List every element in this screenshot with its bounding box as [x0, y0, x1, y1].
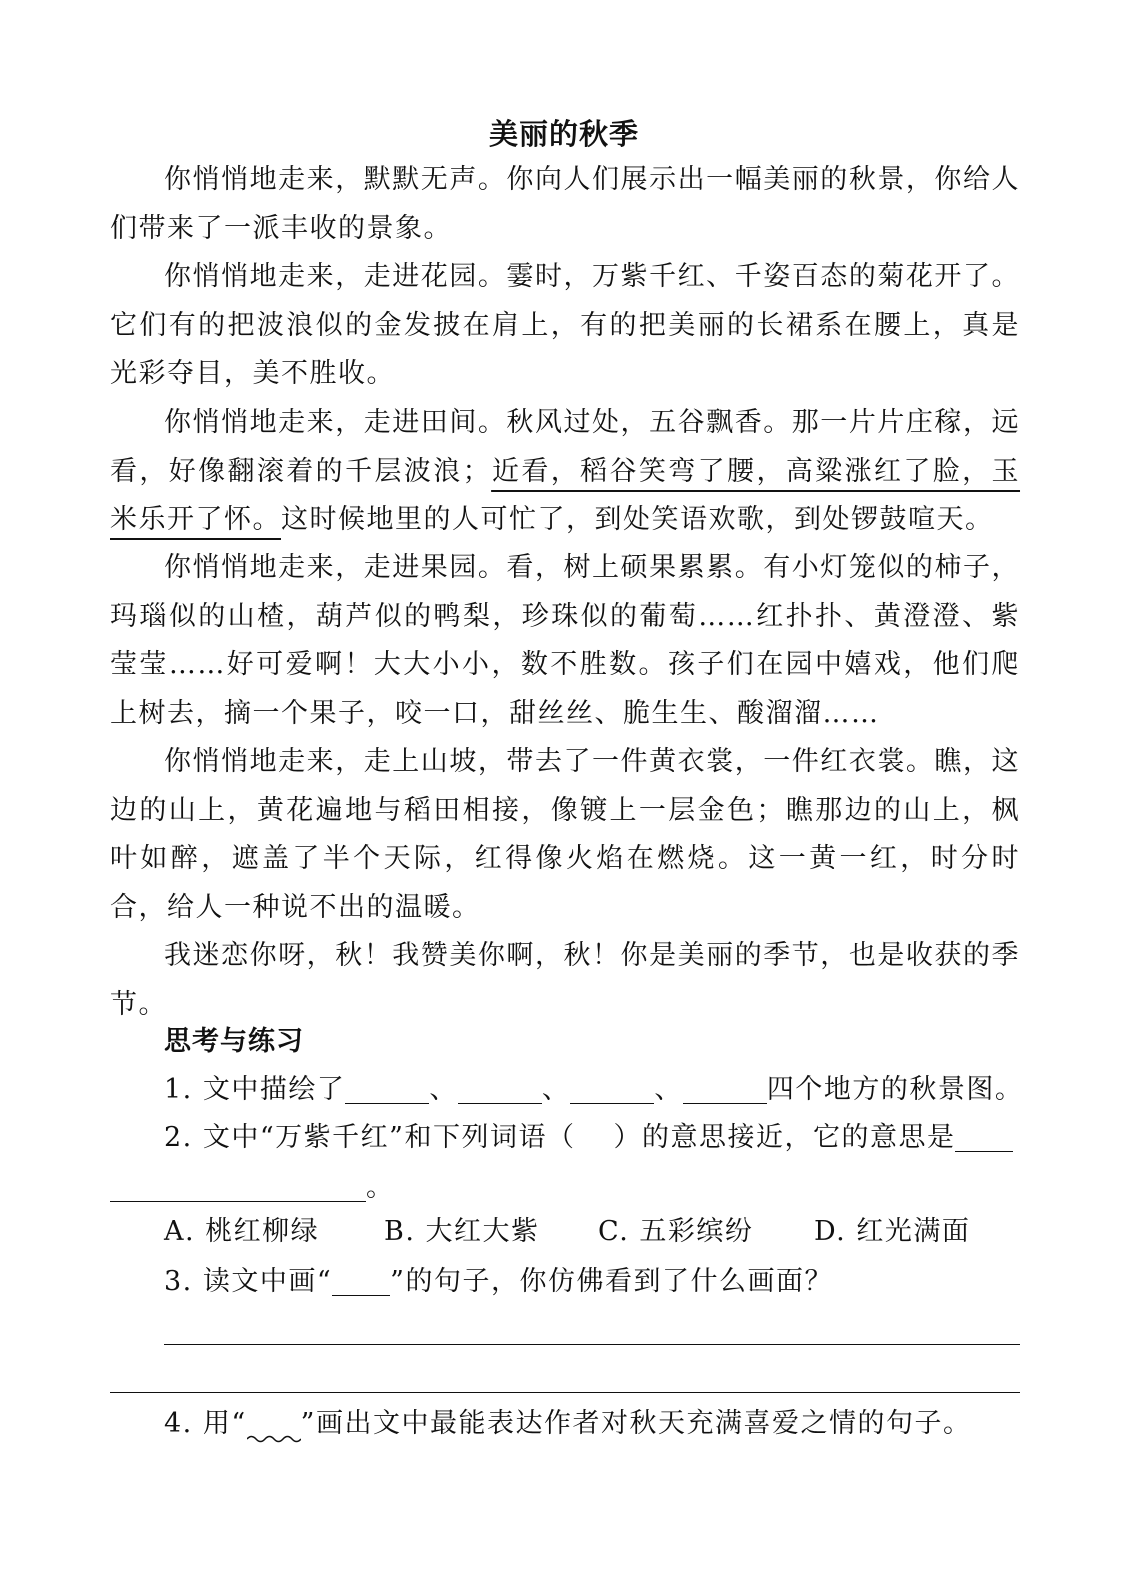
option-c-label: C.	[598, 1216, 630, 1247]
option-a-text: 桃红柳绿	[205, 1216, 320, 1247]
article-title: 美丽的秋季	[488, 117, 639, 151]
answer-line-2[interactable]	[110, 1392, 1020, 1393]
question-1-lead: 文中描绘了	[202, 1074, 346, 1105]
question-1	[164, 1068, 1023, 1112]
separator: 、	[429, 1074, 458, 1105]
option-c[interactable]	[598, 1210, 753, 1254]
option-c-text: 五彩缤纷	[639, 1216, 754, 1247]
separator: 、	[541, 1074, 571, 1105]
question-4-tail: ”画出文中最能表达作者对秋天充满喜爱之情的句子。	[300, 1408, 972, 1439]
option-a-label: A.	[164, 1216, 196, 1247]
question-4	[164, 1402, 971, 1446]
option-b[interactable]	[384, 1210, 540, 1254]
answer-blank-4[interactable]	[683, 1073, 767, 1104]
paragraph-3-start: 你悄悄地走来，走进田间。秋风过处，五谷飘香。那一片片庄稼，远看，好像翻滚着的千层波浪；	[110, 407, 1020, 487]
underlined-sentence: 近看，稻谷笑弯了腰，高粱涨红了脸，玉米乐开了怀。	[110, 455, 1021, 535]
answer-blank-2[interactable]	[458, 1073, 542, 1104]
question-3-number: 3.	[164, 1266, 193, 1297]
exercise-heading: 思考与练习	[164, 1026, 304, 1057]
option-a[interactable]	[164, 1210, 319, 1254]
straight-line-symbol	[332, 1265, 390, 1296]
question-3	[164, 1260, 833, 1304]
paragraph-5: 你悄悄地走来，走上山坡，带去了一件黄衣裳，一件红衣裳。瞧，这边的山上，黄花遍地与稻田相接，像镀上一层金色；瞧那边的山上，枫叶如醉，遮盖了半个天际，红得像火焰在燃烧。这一黄一红，时分时合，给人一种说不出的温暖。	[110, 746, 1020, 923]
wavy-line-symbol	[247, 1406, 301, 1438]
question-2	[164, 1116, 1013, 1160]
question-3-lead: 读文中画“	[202, 1266, 333, 1297]
question-4-lead: 用“	[202, 1408, 247, 1439]
paragraph-6: 我迷恋你呀，秋！我赞美你啊，秋！你是美丽的季节，也是收获的季节。	[110, 940, 1020, 1020]
question-2-lead: 文中“万紫千红”和下列词语（	[202, 1122, 576, 1153]
question-1-tail: 四个地方的秋景图。	[766, 1074, 1024, 1105]
option-b-text: 大红大紫	[425, 1216, 540, 1247]
option-d-text: 红光满面	[856, 1216, 971, 1247]
paragraph-4: 你悄悄地走来，走进果园。看，树上硕果累累。有小灯笼似的柿子，玛瑙似的山楂，葫芦似的鸭梨，珍珠似的葡萄……红扑扑、黄澄澄、紫莹莹……好可爱啊！大大小小，数不胜数。孩子们在园中嬉戏，他们爬上树去，摘一个果子，咬一口，甜丝丝、脆生生、酸溜溜……	[110, 552, 1020, 729]
paragraph-3-end: 这时候地里的人可忙了，到处笑语欢歌，到处锣鼓喧天。	[281, 504, 994, 535]
meaning-blank-2[interactable]	[110, 1171, 366, 1202]
answer-blank-3[interactable]	[570, 1073, 654, 1104]
question-1-number: 1.	[164, 1074, 193, 1105]
answer-blank-1[interactable]	[345, 1073, 429, 1104]
answer-line-1[interactable]	[164, 1344, 1020, 1345]
question-3-tail: ”的句子，你仿佛看到了什么画面？	[390, 1266, 833, 1297]
paragraph-2: 你悄悄地走来，走进花园。霎时，万紫千红、千姿百态的菊花开了。它们有的把波浪似的金发披在肩上，有的把美丽的长裙系在腰上，真是光彩夺目，美不胜收。	[110, 261, 1020, 389]
paragraph-1: 你悄悄地走来，默默无声。你向人们展示出一幅美丽的秋景，你给人们带来了一派丰收的景象。	[110, 164, 1020, 244]
question-2-number: 2.	[164, 1122, 193, 1153]
question-4-number: 4.	[164, 1408, 193, 1439]
question-2-line-2	[110, 1166, 395, 1210]
question-2-end: 。	[366, 1172, 395, 1203]
paragraph-3	[110, 399, 1020, 545]
question-2-mid: ）的意思接近，它的意思是	[613, 1122, 956, 1153]
separator: 、	[654, 1074, 683, 1105]
option-d-label: D.	[814, 1216, 847, 1247]
option-d[interactable]	[814, 1210, 970, 1254]
meaning-blank-1[interactable]	[955, 1121, 1013, 1152]
option-b-label: B.	[384, 1216, 416, 1247]
